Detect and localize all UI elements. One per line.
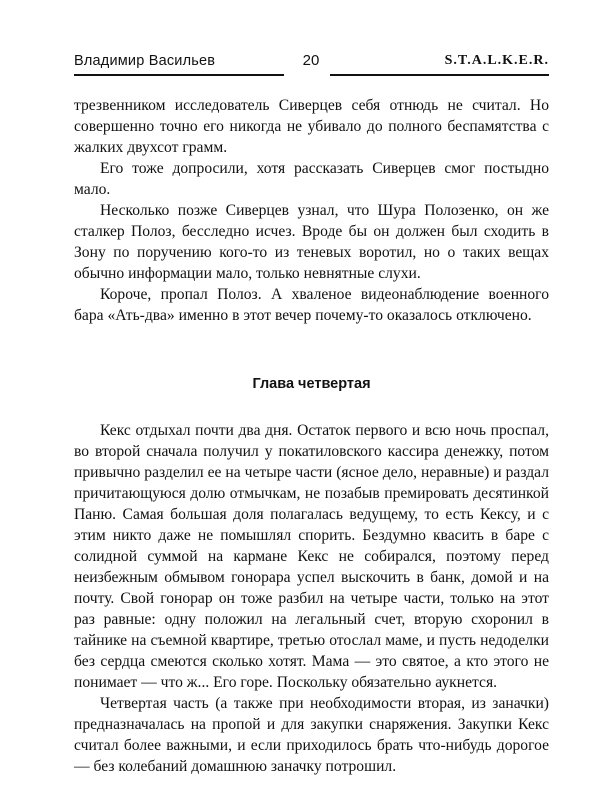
header-author: Владимир Васильев [74, 53, 216, 69]
text-block-before-chapter [74, 95, 549, 326]
header-rule-right [330, 74, 549, 76]
header-series-title: S.T.A.L.K.E.R. [444, 53, 549, 68]
paragraph: трезвенником исследователь Сиверцев себя отнюдь не считал. Но совершенно точно его никогда не убивало до полного беспамятства с жалких двухсот грамм. [74, 97, 549, 156]
running-head [74, 50, 549, 74]
text-block-chapter-four [74, 420, 549, 777]
chapter-title: Глава четвертая [252, 376, 371, 392]
paragraph: Четвертая часть (а также при необходимости вторая, из заначки) предназначалась на пропой и для закупки снаряжения. Закупки Кекс считал более важными, и если приходилось брать что-нибудь дорогое — без колебаний домашнюю заначку потрошил. [74, 695, 549, 775]
paragraph: Кекс отдыхал почти два дня. Остаток первого и всю ночь проспал, во второй сначала получил у покатиловского кассира денежку, потом привычно разделил ее на четыре части (ясное дело, неравные) и раздал причитающуюся долю отмычкам, не позабыв премировать десятинкой Паню. Самая большая доля полагалась ведущему, то есть Кексу, и с этим никто даже не помышлял спорить. Бездумно квасить в баре с солидной суммой на кармане Кекс не собирался, поэтому перед неизбежным обмывом гонорара успел выскочить в банк, домой и на почту. Свой гонорар он тоже разбил на четыре части, только на этот раз равные: одну положил на легальный счет, вторую схоронил в тайнике на съемной квартире, третью отослал маме, и пусть недоделки без сердца смеются сколько хотят. Мама — это святое, а кто этого не понимает — что ж... Его горе. Поскольку обязательно аукнется. [74, 422, 549, 691]
page-number: 20 [302, 52, 320, 69]
header-rule-left [74, 74, 284, 76]
paragraph: Его тоже допросили, хотя рассказать Сиверцев смог постыдно мало. [74, 160, 549, 198]
paragraph: Несколько позже Сиверцев узнал, что Шура Полозенко, он же сталкер Полоз, бесследно исчез. Вроде бы он должен был сходить в Зону по поручению кого-то из теневых воротил, но о таких вещах обычно информации мало, только невнятные слухи. [74, 202, 549, 282]
paragraph: Короче, пропал Полоз. А хваленое видеонаблюдение военного бара «Ать-два» именно в этот вечер почему-то оказалось отключено. [74, 286, 549, 324]
